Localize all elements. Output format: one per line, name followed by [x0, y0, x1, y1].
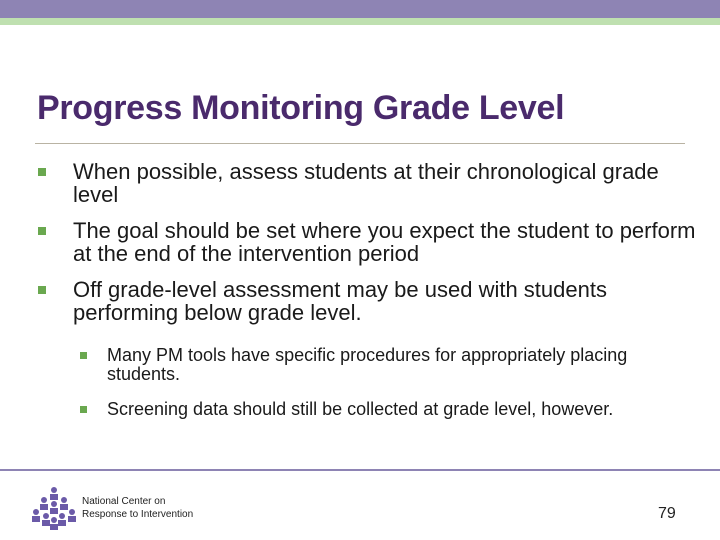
org-logo-icon — [30, 486, 78, 530]
bullet-text: When possible, assess students at their chronological grade level — [73, 159, 659, 207]
bullet-square-icon — [80, 406, 87, 413]
footer-divider — [0, 469, 720, 471]
bullet-list — [38, 160, 698, 435]
top-accent-stripe — [0, 18, 720, 25]
sub-bullet-text: Screening data should still be collected at grade level, however. — [107, 399, 614, 419]
sub-bullet-list — [73, 346, 698, 419]
bullet-text: Off grade-level assessment may be used with students performing below grade level. — [73, 277, 607, 325]
page-number: 79 — [658, 505, 676, 522]
bullet-square-icon — [38, 286, 46, 294]
bullet-square-icon — [80, 352, 87, 359]
slide-title: Progress Monitoring Grade Level — [37, 89, 565, 127]
sub-bullet-text: Many PM tools have specific procedures for appropriately placing students. — [107, 345, 628, 384]
bullet-text: The goal should be set where you expect the student to perform at the end of the intervention period — [73, 218, 696, 266]
title-divider — [35, 143, 685, 144]
sub-bullet-item — [73, 400, 698, 419]
bullet-item — [38, 160, 698, 206]
bullet-item — [38, 219, 698, 265]
sub-bullet-item — [73, 346, 698, 384]
top-accent-bar — [0, 0, 720, 18]
bullet-square-icon — [38, 227, 46, 235]
bullet-item — [38, 278, 698, 419]
org-name: National Center on Response to Intervention — [82, 496, 194, 520]
bullet-square-icon — [38, 168, 46, 176]
